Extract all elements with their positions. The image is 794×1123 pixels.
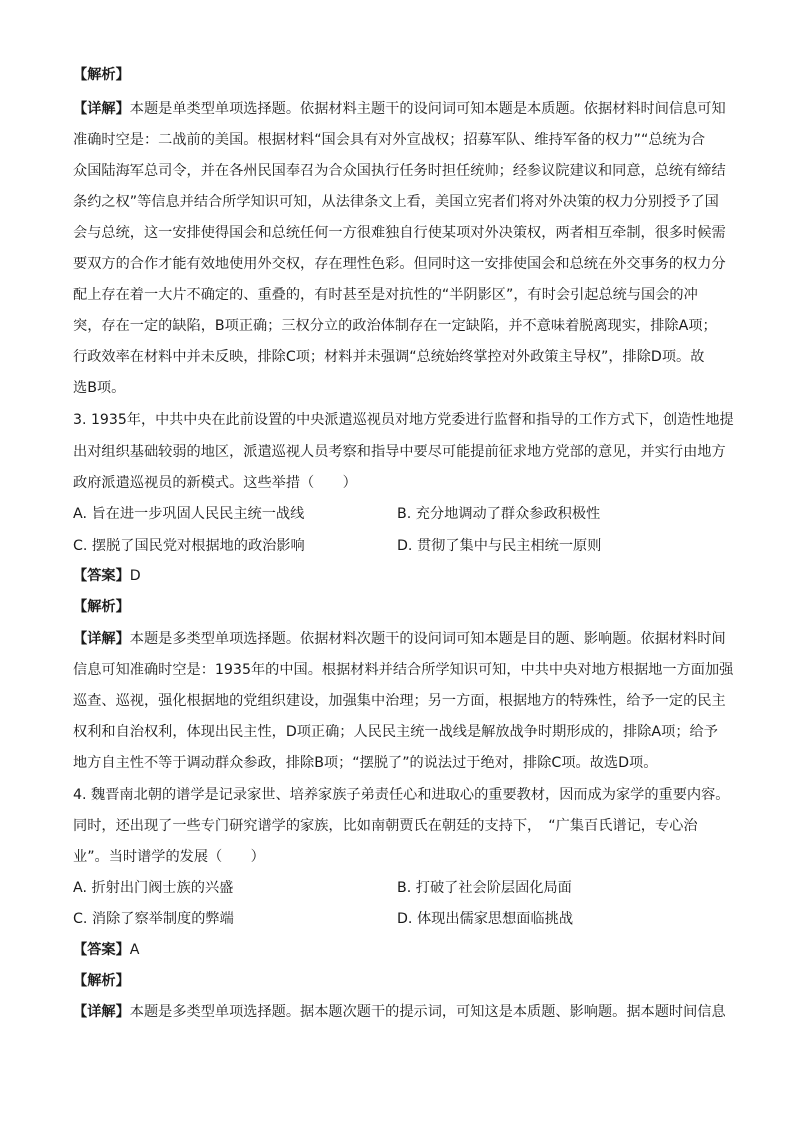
detail-paragraph-line: 突，存在一定的缺陷，B项正确；三权分立的政治体制存在一定缺陷，并不意味着脱离现实，排除A项； — [73, 318, 717, 334]
question-3-stem-line: 政府派遣巡视员的新模式。这些举措（ ） — [73, 475, 357, 491]
question-3-option-b: B. 充分地调动了群众参政积极性 — [397, 506, 601, 522]
answer-label: 【答案】 — [73, 568, 130, 584]
detail-label: 【详解】 — [73, 1004, 130, 1020]
detail-paragraph-line: 选B项。 — [73, 380, 126, 396]
question-4-stem-line: 业”。当时谱学的发展（ ） — [73, 849, 265, 865]
detail-paragraph-line: 配上存在着一大片不确定的、重叠的，有时甚至是对抗性的“半阴影区”，有时会引起总统与国会的冲 — [73, 287, 698, 303]
detail-label: 【详解】 — [73, 631, 130, 647]
detail-paragraph-line: 会与总统，这一安排使得国会和总统任何一方很难独自行使某项对外决策权，两者相互牵制，很多时候需 — [73, 225, 726, 241]
question-4-answer — [73, 941, 723, 959]
question-3-option-a: A. 旨在进一步巩固人民民主统一战线 — [73, 506, 305, 522]
detail-paragraph-line: 巡查、巡视，强化根据地的党组织建设，加强集中治理；另一方面，根据地方的特殊性，给予一定的民主 — [73, 693, 726, 709]
detail-paragraph-line: 地方自主性不等于调动群众参政，排除B项；“摆脱了”的说法过于绝对，排除C项。故选D项。 — [73, 755, 658, 771]
question-4-stem-line: 同时，还出现了一些专门研究谱学的家族，比如南朝贾氏在朝廷的支持下， “广集百氏谱记，专心治 — [73, 818, 698, 834]
detail-paragraph-line: 信息可知准确时空是：1935年的中国。根据材料并结合所学知识可知，中共中央对地方根据地一方面加强 — [73, 662, 734, 678]
detail-paragraph-line: 条约之权”等信息并结合所学知识可知，从法律条文上看，美国立宪者们将对外决策的权力分别授予了国 — [73, 194, 719, 210]
analysis-label: 【解析】 — [73, 599, 130, 615]
answer-value: D — [129, 568, 141, 584]
detail-paragraph-line: 【详解】本题是多类型单项选择题。据本题次题干的提示词，可知这是本质题、影响题。据本题时间信息 — [73, 1004, 726, 1020]
detail-paragraph-line: 众国陆海军总司令，并在各州民国奉召为合众国执行任务时担任统帅；经参议院建议和同意，总统有缔结 — [73, 163, 726, 179]
question-3-stem-line: 出对组织基础较弱的地区，派遣巡视人员考察和指导中要尽可能提前征求地方党部的意见，并实行由地方 — [73, 444, 726, 460]
detail-paragraph-line: 准确时空是：二战前的美国。根据材料“国会具有对外宣战权；招募军队、维持军备的权力”“总统为合 — [73, 132, 706, 148]
question-3-answer — [73, 567, 723, 585]
question-4-stem-line: 4. 魏晋南北朝的谱学是记录家世、培养家族子弟责任心和进取心的重要教材，因而成为家学的重要内容。 — [73, 787, 730, 803]
analysis-label: 【解析】 — [73, 973, 130, 989]
question-4-option-b: B. 打破了社会阶层固化局面 — [397, 880, 572, 896]
question-3-option-c: C. 摆脱了国民党对根据地的政治影响 — [73, 538, 305, 554]
question-3-stem-line: 3. 1935年，中共中央在此前设置的中央派遣巡视员对地方党委进行监督和指导的工作方式下，创造性地提 — [73, 412, 734, 428]
detail-paragraph-line: 【详解】本题是单类型单项选择题。依据材料主题干的设问词可知本题是本质题。依据材料时间信息可知 — [73, 101, 726, 117]
question-4-option-d: D. 体现出儒家思想面临挑战 — [397, 911, 574, 927]
question-4-option-a: A. 折射出门阀士族的兴盛 — [73, 880, 234, 896]
detail-paragraph-line: 【详解】本题是多类型单项选择题。依据材料次题干的设问词可知本题是目的题、影响题。依据材料时间 — [73, 631, 726, 647]
answer-label: 【答案】 — [73, 942, 130, 958]
detail-paragraph-line: 行政效率在材料中并未反映，排除C项；材料并未强调“总统始终掌控对外政策主导权”，排除D项。故 — [73, 349, 705, 365]
question-4-option-c: C. 消除了察举制度的弊端 — [73, 911, 234, 927]
detail-label: 【详解】 — [73, 101, 130, 117]
question-3-option-d: D. 贯彻了集中与民主相统一原则 — [397, 538, 602, 554]
detail-paragraph-line: 权利和自治权利，体现出民主性，D项正确；人民民主统一战线是解放战争时期形成的，排除A项；给予 — [73, 724, 718, 740]
analysis-label: 【解析】 — [73, 67, 130, 83]
detail-paragraph-line: 要双方的合作才能有效地使用外交权，存在理性色彩。但同时这一安排使国会和总统在外交事务的权力分 — [73, 256, 726, 272]
answer-value: A — [129, 942, 140, 958]
